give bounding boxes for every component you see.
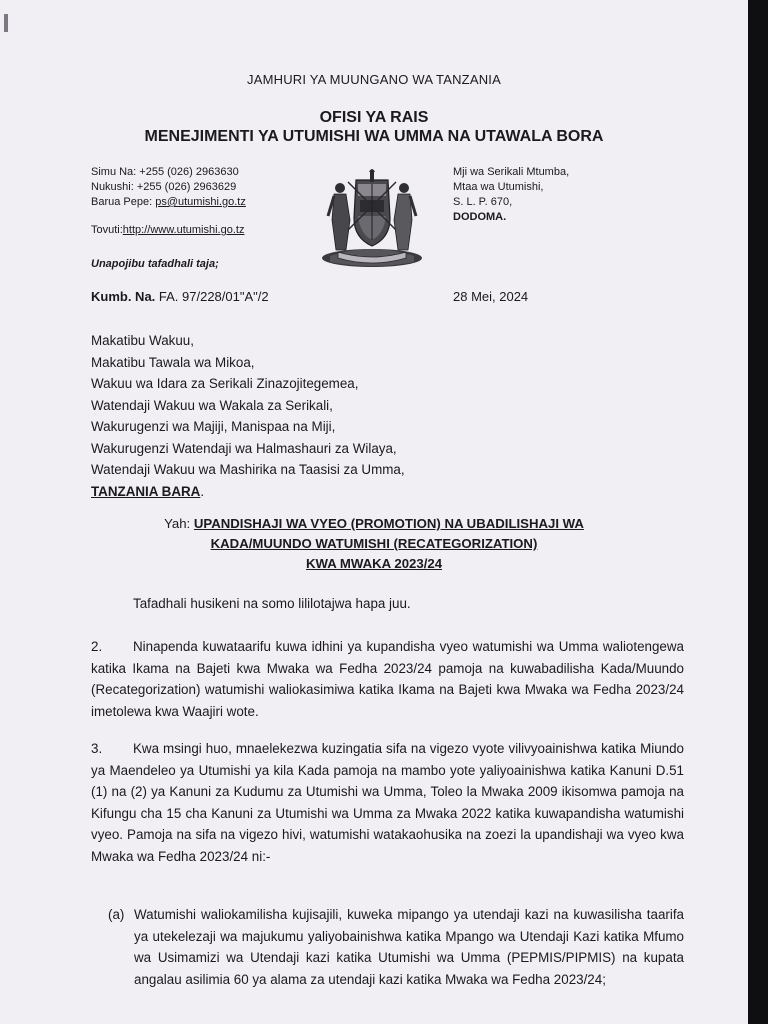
recipient-region-tail: . — [200, 483, 205, 499]
fax-line: Nukushi: +255 (026) 2963629 — [91, 181, 237, 193]
website-label: Tovuti: — [91, 224, 123, 236]
recipients-list — [91, 330, 405, 502]
phone-line: Simu Na: +255 (026) 2963630 — [91, 166, 239, 178]
reply-note: Unapojibu tafadhali taja; — [91, 258, 219, 270]
subject-line-1 — [0, 514, 748, 534]
reference-label: Kumb. Na. — [91, 289, 156, 304]
recipient-line: Makatibu Wakuu, — [91, 333, 194, 348]
recipient-line: Makatibu Tawala wa Mikoa, — [91, 354, 255, 370]
address-line: Mji wa Serikali Mtumba, — [453, 166, 570, 178]
reference-number — [91, 289, 269, 304]
intro-sentence: Tafadhali husikeni na somo lililotajwa hapa juu. — [133, 596, 411, 611]
recipient-region-line — [91, 481, 405, 503]
coat-of-arms-icon — [320, 166, 424, 270]
contact-block — [91, 165, 246, 210]
scan-artifact — [4, 14, 8, 32]
email-link[interactable]: ps@utumishi.go.tz — [155, 196, 246, 208]
list-item-text: Watumishi waliokamilisha kujisajili, kuweka mipango ya utendaji kazi na kuwasilisha taarifa ya utekelezaji wa majukumu yaliyobainishwa katika Mpango wa Utendaji Kazi katika Mfumo wa Usimamizi wa Utendaji kazi katika Utumishi wa Umma (PEPMIS/PIPMIS) na kupata angalau asilimia 60 ya alama za utendaji kazi katika Mwaka wa Fedha 2023/24; — [134, 907, 684, 987]
subject-label: Yah: — [164, 516, 194, 531]
address-line: Mtaa wa Utumishi, — [453, 181, 544, 193]
address-block — [453, 165, 569, 225]
subject-title-3: KWA MWAKA 2023/24 — [305, 556, 443, 571]
paragraph-2 — [91, 636, 684, 722]
reference-value: FA. 97/228/01"A"/2 — [155, 289, 269, 304]
subject-title-1: UPANDISHAJI WA VYEO (PROMOTION) NA UBADILISHAJI WA — [193, 516, 584, 531]
office-heading: OFISI YA RAIS — [319, 109, 429, 126]
recipient-line: Wakurugenzi Watendaji wa Halmashauri za Wilaya, — [91, 440, 397, 456]
recipient-region: TANZANIA BARA — [91, 483, 201, 499]
scan-border — [748, 0, 768, 1024]
subject-block — [0, 514, 748, 574]
recipient-line: Wakurugenzi wa Majiji, Manispaa na Miji, — [91, 419, 336, 434]
website-link[interactable]: http://www.utumishi.go.tz — [122, 224, 245, 236]
ministry-heading: MENEJIMENTI YA UTUMISHI WA UMMA NA UTAWALA BORA — [144, 128, 604, 145]
recipient-line: Wakuu wa Idara za Serikali Zinazojitegemea, — [91, 376, 359, 391]
paragraph-3 — [91, 738, 684, 868]
letter-date: 28 Mei, 2024 — [453, 289, 529, 304]
website-line — [91, 224, 244, 236]
republic-heading: JAMHURI YA MUUNGANO WA TANZANIA — [247, 72, 501, 87]
paragraph-text: Ninapenda kuwataarifu kuwa idhini ya kupandisha vyeo watumishi wa Umma waliotengewa katika Ikama na Bajeti kwa Mwaka wa Fedha 2023/24 pamoja na kuwabadilisha Kada/Muundo (Recategorization) watumishi waliokasimiwa katika Ikama na Bajeti kwa Mwaka wa Fedha 2023/24 imetolewa kwa Waajiri wote. — [91, 639, 684, 719]
recipient-line: Watendaji Wakuu wa Wakala za Serikali, — [91, 397, 333, 413]
email-line — [91, 195, 246, 210]
paragraph-number: 3. — [91, 741, 103, 756]
paragraph-number: 2. — [91, 639, 103, 654]
address-line: S. L. P. 670, — [453, 196, 513, 208]
address-city: DODOMA. — [453, 211, 507, 223]
email-label: Barua Pepe: — [91, 196, 156, 208]
list-item-label: (a) — [108, 907, 125, 922]
subject-title-2: KADA/MUUNDO WATUMISHI (RECATEGORIZATION) — [210, 536, 538, 551]
paragraph-text: Kwa msingi huo, mnaelekezwa kuzingatia sifa na vigezo vyote vilivyoainishwa katika Miundo ya Maendeleo ya Utumishi ya kila Kada pamoja na mambo yote yaliyoainishwa katika Kanuni D.51 (1) na (2) ya Kanuni za Kudumu za Utumishi wa Umma, Toleo la Mwaka 2009 ikisomwa pamoja na Kifungu cha 15 cha Kanuni za Utumishi wa Umma za Mwaka 2022 katika kuwapandisha watumishi vyeo. Pamoja na sifa na vigezo hivi, watumishi watakaohusika na zoezi la upandishaji wa vyeo kwa Mwaka wa Fedha 2023/24 ni:- — [91, 741, 684, 864]
list-item-a — [108, 904, 684, 990]
recipient-line: Watendaji Wakuu wa Mashirika na Taasisi za Umma, — [91, 462, 405, 477]
